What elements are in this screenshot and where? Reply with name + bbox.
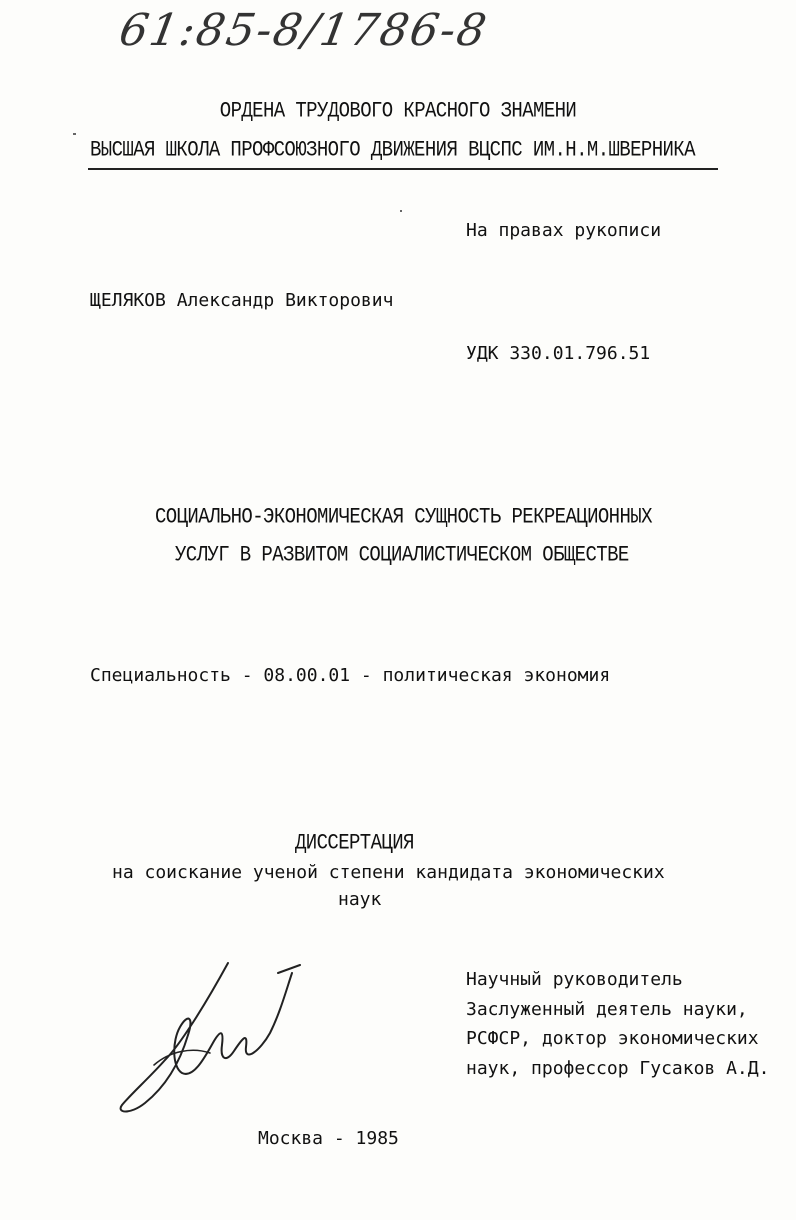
supervisor-name: наук, профессор Гусаков А.Д. [466, 1057, 770, 1079]
archive-number-handwritten: 61:85-8/1786-8 [115, 5, 492, 56]
speck [400, 210, 402, 212]
thesis-title-line1: СОЦИАЛЬНО-ЭКОНОМИЧЕСКАЯ СУЩНОСТЬ РЕКРЕАЦИОННЫХ [155, 504, 652, 530]
signature-image [110, 955, 310, 1125]
degree-line: на соискание ученой степени кандидата экономических [112, 862, 665, 883]
degree-line-continued: наук [338, 889, 382, 910]
margin-mark [73, 133, 76, 135]
thesis-title-line2: УСЛУГ В РАЗВИТОМ СОЦИАЛИСТИЧЕСКОМ ОБЩЕСТВЕ [175, 542, 629, 568]
header-underline [88, 168, 718, 170]
supervisor-degree: РСФСР, доктор экономических [466, 1028, 759, 1049]
specialty-line: Специальность - 08.00.01 - политическая экономия [90, 665, 611, 686]
supervisor-title: Научный руководитель [466, 969, 683, 990]
udk-code: УДК 330.01.796.51 [466, 343, 651, 364]
supervisor-block [466, 965, 769, 1083]
supervisor-honor: Заслуженный деятель науки, [466, 998, 748, 1020]
dissertation-heading: ДИССЕРТАЦИЯ [295, 830, 414, 856]
manuscript-note: На правах рукописи [466, 220, 662, 241]
header-institution-line: ВЫСШАЯ ШКОЛА ПРОФСОЮЗНОГО ДВИЖЕНИЯ ВЦСПС ИМ.Н.М.ШВЕРНИКА [90, 137, 695, 163]
header-order-line: ОРДЕНА ТРУДОВОГО КРАСНОГО ЗНАМЕНИ [219, 98, 577, 124]
city-year: Москва - 1985 [258, 1128, 399, 1149]
author-name: ЩЕЛЯКОВ Александр Викторович [90, 290, 394, 311]
